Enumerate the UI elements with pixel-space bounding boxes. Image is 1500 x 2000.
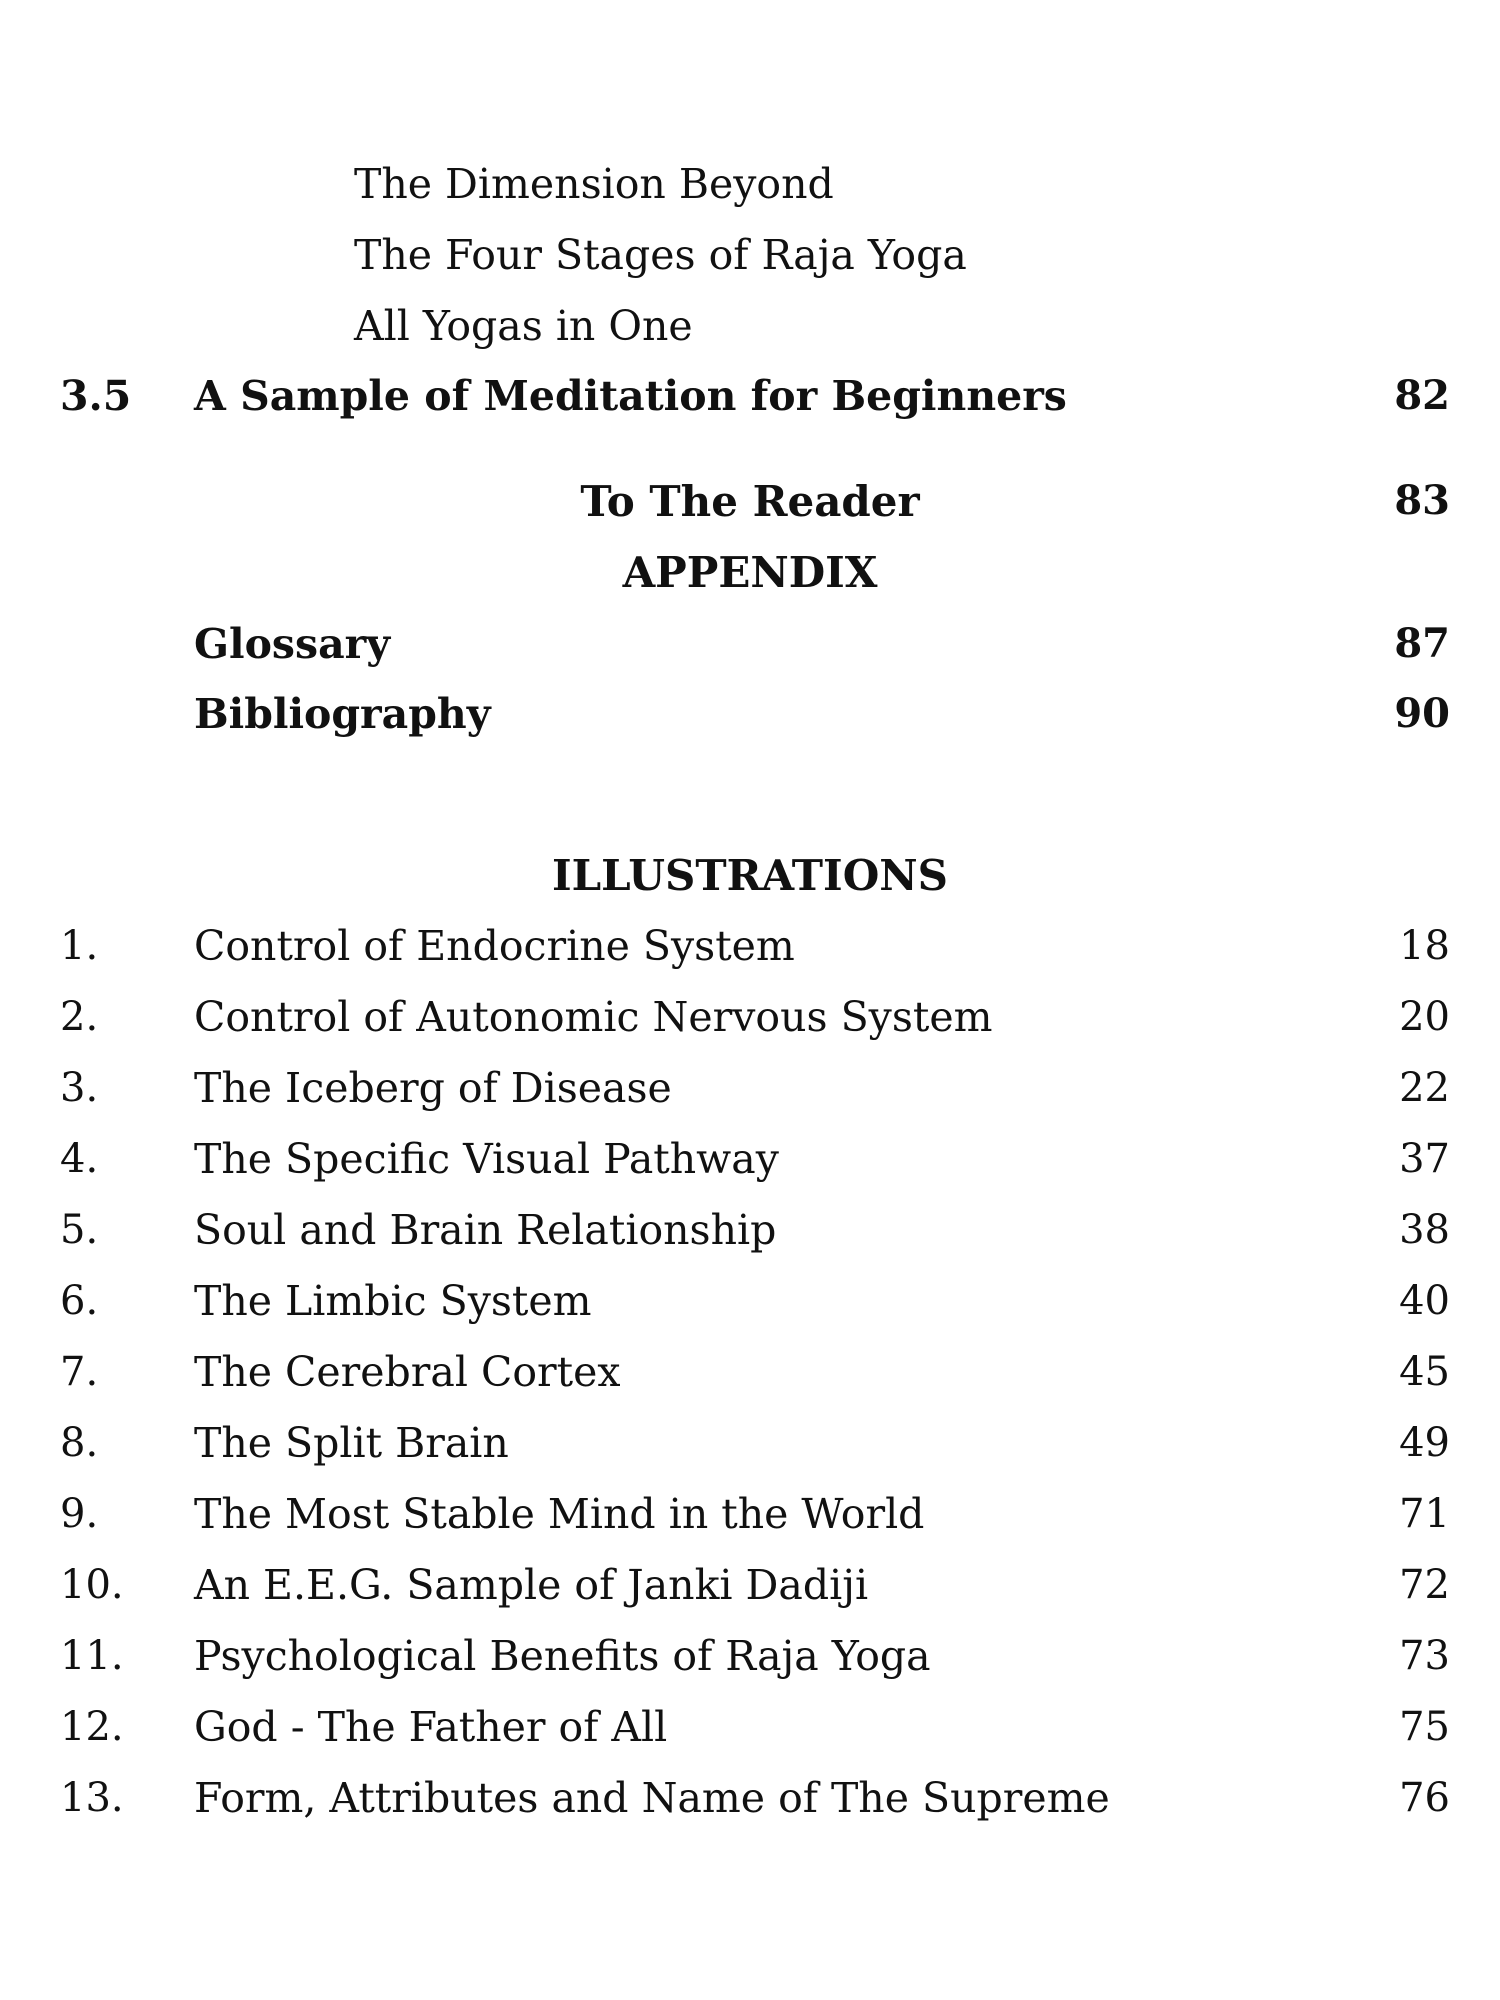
illustration-number: 6. bbox=[60, 1278, 99, 1324]
illustration-page: 37 bbox=[1399, 1136, 1450, 1182]
illustration-page: 38 bbox=[1399, 1207, 1450, 1253]
illustration-page: 71 bbox=[1399, 1491, 1450, 1537]
illustration-title: The Cerebral Cortex bbox=[194, 1348, 621, 1396]
glossary-title: Glossary bbox=[194, 620, 391, 668]
illustration-title: The Split Brain bbox=[194, 1419, 509, 1467]
section-number: 3.5 bbox=[60, 372, 132, 420]
illustration-page: 73 bbox=[1399, 1633, 1450, 1679]
appendix-heading: APPENDIX bbox=[622, 548, 878, 597]
bibliography-page: 90 bbox=[1394, 690, 1450, 737]
illustration-page: 49 bbox=[1399, 1420, 1450, 1466]
illustration-page: 20 bbox=[1399, 994, 1450, 1040]
subsection-four-stages: The Four Stages of Raja Yoga bbox=[354, 231, 967, 279]
illustration-title: Soul and Brain Relationship bbox=[194, 1206, 777, 1254]
to-reader-title: To The Reader bbox=[580, 477, 920, 526]
illustration-number: 10. bbox=[60, 1562, 124, 1608]
subsection-all-yogas: All Yogas in One bbox=[354, 302, 693, 350]
illustration-title: God - The Father of All bbox=[194, 1703, 668, 1751]
illustration-number: 4. bbox=[60, 1136, 99, 1182]
illustration-number: 5. bbox=[60, 1207, 99, 1253]
illustration-title: The Limbic System bbox=[194, 1277, 592, 1325]
illustration-number: 7. bbox=[60, 1349, 99, 1395]
illustration-page: 72 bbox=[1399, 1562, 1450, 1608]
illustration-number: 11. bbox=[60, 1633, 124, 1679]
section-page: 82 bbox=[1394, 372, 1450, 419]
illustration-number: 1. bbox=[60, 923, 99, 969]
section-title: A Sample of Meditation for Beginners bbox=[194, 372, 1067, 420]
illustration-title: The Iceberg of Disease bbox=[194, 1064, 672, 1112]
illustration-title: Control of Autonomic Nervous System bbox=[194, 993, 993, 1041]
illustration-number: 8. bbox=[60, 1420, 99, 1466]
illustration-number: 12. bbox=[60, 1704, 124, 1750]
bibliography-title: Bibliography bbox=[194, 690, 491, 738]
illustration-title: The Specific Visual Pathway bbox=[194, 1135, 779, 1183]
illustrations-heading: ILLUSTRATIONS bbox=[551, 851, 949, 900]
illustration-number: 3. bbox=[60, 1065, 99, 1111]
illustration-page: 18 bbox=[1399, 923, 1450, 969]
illustration-page: 75 bbox=[1399, 1704, 1450, 1750]
illustration-number: 9. bbox=[60, 1491, 99, 1537]
illustration-number: 2. bbox=[60, 994, 99, 1040]
subsection-dimension-beyond: The Dimension Beyond bbox=[354, 160, 834, 208]
illustration-title: Form, Attributes and Name of The Supreme bbox=[194, 1774, 1110, 1822]
glossary-page: 87 bbox=[1394, 620, 1450, 667]
illustration-title: An E.E.G. Sample of Janki Dadiji bbox=[194, 1561, 869, 1609]
illustration-title: The Most Stable Mind in the World bbox=[194, 1490, 925, 1538]
illustration-page: 45 bbox=[1399, 1349, 1450, 1395]
to-reader-page: 83 bbox=[1394, 477, 1450, 524]
illustration-page: 22 bbox=[1399, 1065, 1450, 1111]
illustration-page: 76 bbox=[1399, 1775, 1450, 1821]
illustration-title: Control of Endocrine System bbox=[194, 922, 795, 970]
illustration-page: 40 bbox=[1399, 1278, 1450, 1324]
illustration-number: 13. bbox=[60, 1775, 124, 1821]
illustration-title: Psychological Benefits of Raja Yoga bbox=[194, 1632, 931, 1680]
